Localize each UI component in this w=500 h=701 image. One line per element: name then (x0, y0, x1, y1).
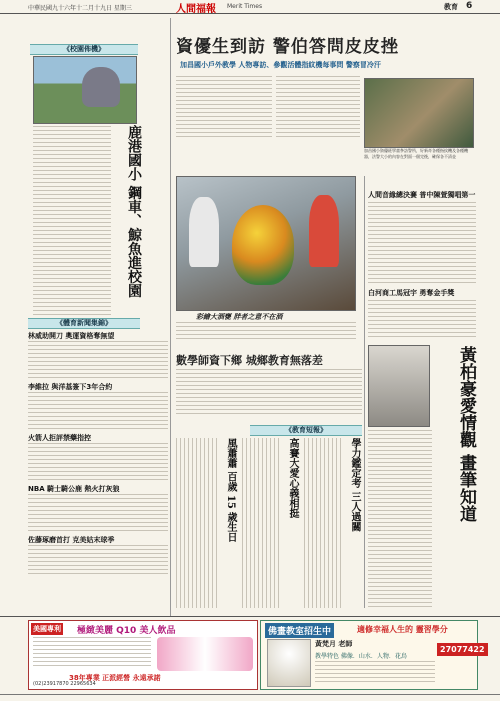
edu-brief-text (176, 438, 220, 608)
brief-title: 火箭人拒評禁藥指控 (28, 434, 91, 442)
campus-headline: 鹿港國小 鋼車、鯨魚進校園 (126, 125, 142, 298)
artist-story-text (368, 430, 432, 608)
brief-text (28, 392, 168, 430)
ads-divider (0, 616, 500, 617)
sports-news-bar: 《體育新聞集錦》 (28, 318, 140, 329)
newspaper-logo: 人間福報 (176, 4, 216, 15)
column-divider (170, 18, 171, 616)
ad-title: 極緻美麗 Q10 美人飲品 (77, 626, 176, 636)
main-subhead: 加昌國小戶外教學 人物專訪、參觀活體指紋機每事問 警察冒冷汗 (180, 61, 381, 69)
classroom-photo-caption: 加昌國小資優班學童參訪警所，好新奇各種指紋機及各種機器，法警大小的內容在對面一個完後，確保各不清並 (364, 148, 468, 159)
edu-brief-headline: 高賽大愛心義相挺 (287, 438, 298, 518)
edu-brief-headline: 學力鑑定考 三人過關 (349, 438, 360, 532)
brief-title: 李維拉 與洋基簽下3年合約 (28, 383, 113, 391)
campus-caption-bar: 《校園佈機》 (30, 44, 138, 55)
buddhist-painting-ad (260, 620, 485, 690)
page-bottom-rule (0, 694, 500, 695)
drawing-artwork-photo (368, 345, 430, 427)
product-bottles (157, 637, 253, 671)
math-story-headline: 數學師資下鄉 城鄉教育無落差 (176, 354, 323, 367)
singing-story-headline: 人間音緣總決賽 普中陳萱獨唱第一 (368, 191, 476, 199)
brief-text (28, 443, 168, 481)
ad-body-text (315, 661, 435, 683)
child-figure (309, 195, 339, 267)
ad-title: 佛畫教室招生中 (265, 623, 334, 638)
award-story-text (368, 300, 476, 340)
newspaper-logo-sub: Merit Times (227, 3, 263, 10)
brief-text (28, 494, 168, 532)
ad-phone: (02)23917870 22965634 (33, 681, 96, 687)
ad-body-text (33, 637, 151, 667)
ad-slogan: 適修幸福人生的 靈習學分 (357, 625, 448, 634)
edu-brief-text (242, 438, 282, 608)
ad-phone: 27077422 (437, 643, 488, 656)
ad-subjects: 教學特色 佛像．山水．人物．花鳥 (315, 653, 407, 660)
campus-photo (33, 56, 137, 124)
brief-title: 佐藤琢磨首打 克美姑末球季 (28, 536, 115, 544)
painted-jar-shape (232, 205, 294, 285)
lead-story-text (176, 76, 272, 140)
pottery-photo-caption: 彩繪大酒甕 胖者之意不在酒 (196, 312, 283, 321)
main-headline: 資優生到訪 警伯答問皮皮挫 (176, 37, 399, 57)
classroom-photo (364, 78, 474, 148)
lead-story-text-2 (276, 76, 360, 140)
brief-title: NBA 騎士騎公鹿 熱火打灰狼 (28, 485, 120, 493)
ad-brand: 美國專利 (33, 625, 61, 633)
brief-title: 林威助開刀 奧運資格奪無望 (28, 332, 115, 340)
caption-text (176, 322, 356, 340)
sports-briefs (28, 332, 168, 575)
issue-date: 中華民國九十六年十二月十九日 星期三 (28, 5, 132, 12)
education-brief-bar: 《教育短報》 (250, 425, 362, 436)
brief-text (28, 545, 168, 575)
page-number: 6 (466, 1, 473, 11)
pottery-painting-photo (176, 176, 356, 311)
child-figure (189, 197, 219, 267)
edu-brief-headline: 風蕭蕭 百歲 15 歲生日 (225, 438, 236, 543)
ad-slogan: 38年專業 正派經營 永遠承諾 (69, 674, 161, 682)
award-story-headline: 白河商工馬冠宇 勇奪金手獎 (368, 289, 455, 297)
edu-brief-text (304, 438, 344, 608)
ad-teacher: 黃梵月 老師 (315, 640, 353, 648)
section-name: 教育 (444, 3, 458, 11)
sculpture-shape (82, 67, 120, 107)
right-divider (364, 176, 365, 608)
brief-text (28, 341, 168, 379)
singing-story-text (368, 202, 476, 284)
page-header (0, 0, 500, 14)
math-story-text (176, 369, 362, 417)
beauty-drink-ad (28, 620, 258, 690)
artist-story-headline: 黃柏豪愛情觀 畫筆知道 (456, 346, 476, 522)
campus-text (33, 126, 111, 318)
buddha-drawing (267, 639, 311, 687)
